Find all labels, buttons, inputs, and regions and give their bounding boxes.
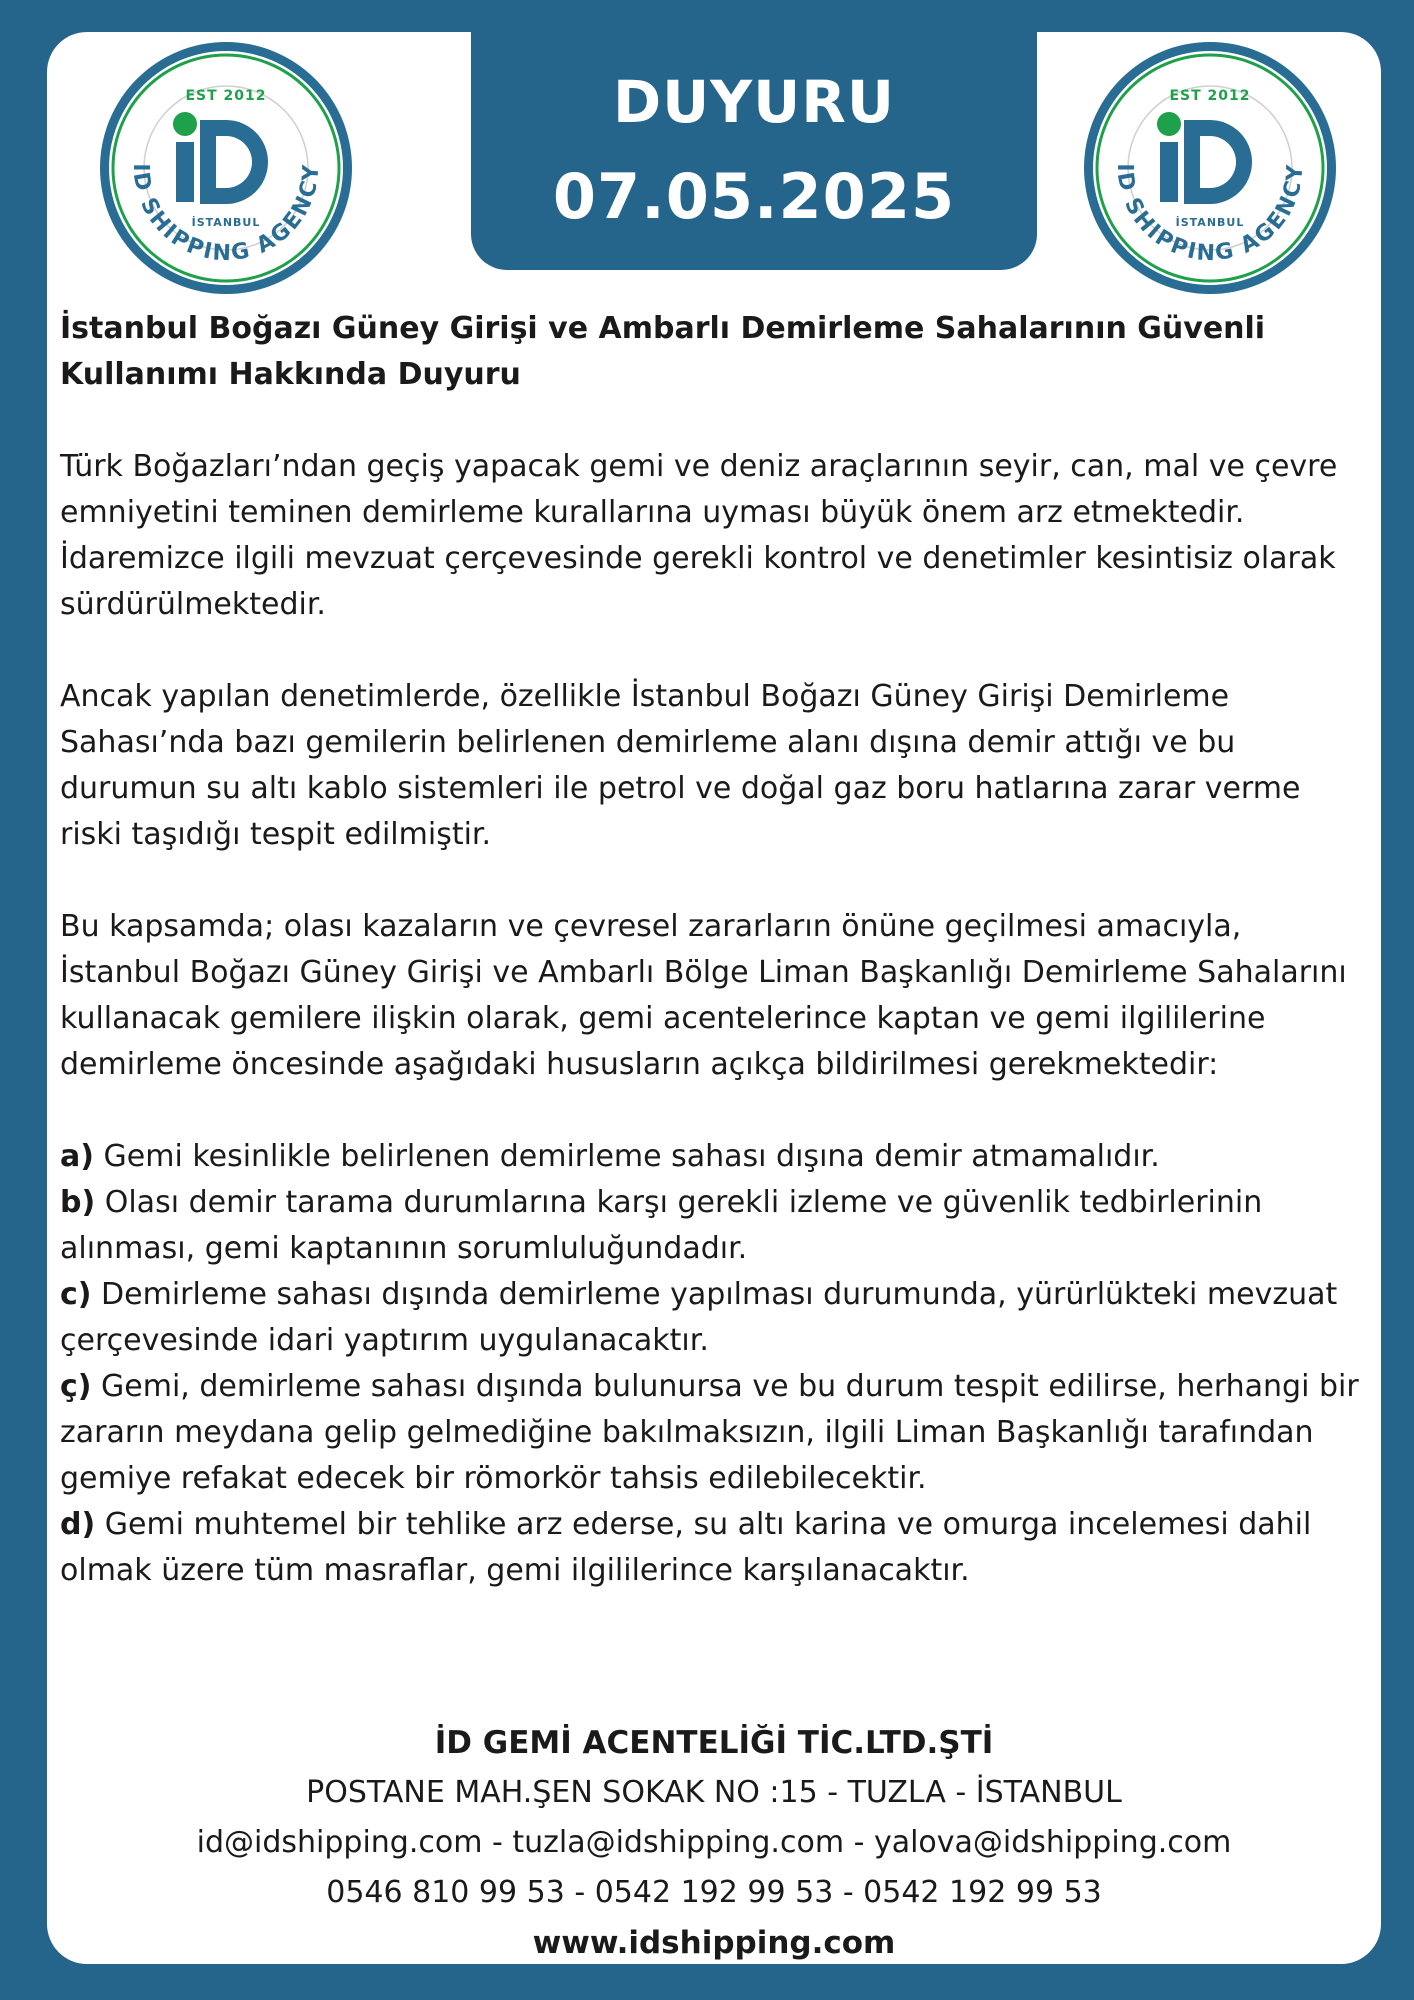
item-marker: a) [60,1139,94,1174]
item-text: Gemi kesinlikle belirlenen demirleme sahası dışına demir atmamalıdır. [103,1139,1160,1174]
item-marker: d) [60,1507,96,1542]
company-footer [47,1718,1381,1968]
item-text: Gemi muhtemel bir tehlike arz ederse, su altı karina ve omurga incelemesi dahil olmak üzere tüm masraflar, gemi ilgililerince karşılanacaktır. [60,1507,1312,1588]
notice-date: 07.05.2025 [552,160,956,233]
notice-paragraph: Ancak yapılan denetimlerde, özellikle İstanbul Boğazı Güney Girişi Demirleme Sahası’nda bazı gemilerin belirlenen demirleme alanı dışına demir attığı ve bu durumun su altı kablo sistemleri ile petrol ve doğal gaz boru hatlarına zarar verme riski taşıdığı tespit edilmiştir. [60,679,1301,852]
company-name: İD GEMİ ACENTELİĞİ TİC.LTD.ŞTİ [434,1725,994,1761]
item-text: Demirleme sahası dışında demirleme yapılması durumunda, yürürlükteki mevzuat çerçevesinde idari yaptırım uygulanacaktır. [60,1277,1338,1358]
list-item [60,1272,1370,1364]
item-text: Olası demir tarama durumlarına karşı gerekli izleme ve güvenlik tedbirlerinin alınması, gemi kaptanının sorumluluğundadır. [60,1185,1263,1266]
notice-heading-line2: Kullanımı Hakkında Duyuru [60,357,521,392]
list-item [60,1134,1370,1180]
requirements-list [60,1134,1370,1594]
notice-title: DUYURU [612,68,896,136]
logo-city-text: İSTANBUL [191,216,261,229]
id-shipping-logo-icon [1080,38,1340,298]
item-text: Gemi, demirleme sahası dışında bulunursa ve bu durum tespit edilirse, herhangi bir zararın meydana gelip gelmediğine bakılmaksızın, ilgili Liman Başkanlığı tarafından gemiye refakat edecek bir römorkör tahsis edilebilecektir. [60,1369,1359,1496]
logo-ring-text: ID SHIPPING AGENCY [1111,162,1309,267]
list-item [60,1364,1370,1502]
notice-body [60,306,1370,1594]
header-tab [471,32,1037,270]
company-phones: 0546 810 99 53 - 0542 192 99 53 - 0542 192 99 53 [326,1875,1102,1910]
id-shipping-logo-icon [96,38,356,298]
company-logo-left [96,38,356,298]
logo-est-text: EST 2012 [1169,88,1251,104]
logo-est-text: EST 2012 [185,88,267,104]
item-marker: b) [60,1185,96,1220]
notice-paragraph: Bu kapsamda; olası kazaların ve çevresel zararların önüne geçilmesi amacıyla, İstanbul Boğazı Güney Girişi ve Ambarlı Bölge Liman Başkanlığı Demirleme Sahalarını kullanacak gemilere ilişkin olarak, gemi acentelerince kaptan ve gemi ilgililerine demirleme öncesinde aşağıdaki hususların açıkça bildirilmesi gerekmektedir: [60,909,1347,1082]
list-item [60,1180,1370,1272]
company-emails: id@idshipping.com - tuzla@idshipping.com - yalova@idshipping.com [196,1825,1232,1860]
notice-heading [60,306,1370,398]
company-website: www.idshipping.com [532,1925,896,1961]
notice-paragraph: Türk Boğazları’ndan geçiş yapacak gemi ve deniz araçlarının seyir, can, mal ve çevre emniyetini teminen demirleme kurallarına uyması büyük önem arz etmektedir. İdaremizce ilgili mevzuat çerçevesinde gerekli kontrol ve denetimler kesintisiz olarak sürdürülmektedir. [60,449,1338,622]
logo-city-text: İSTANBUL [1175,216,1245,229]
company-logo-right [1080,38,1340,298]
notice-heading-line1: İstanbul Boğazı Güney Girişi ve Ambarlı Demirleme Sahalarının Güvenli [60,311,1266,346]
item-marker: c) [60,1277,92,1312]
logo-ring-text: ID SHIPPING AGENCY [127,162,325,267]
item-marker: ç) [60,1369,92,1404]
company-address: POSTANE MAH.ŞEN SOKAK NO :15 - TUZLA - İSTANBUL [306,1775,1122,1810]
list-item [60,1502,1370,1594]
